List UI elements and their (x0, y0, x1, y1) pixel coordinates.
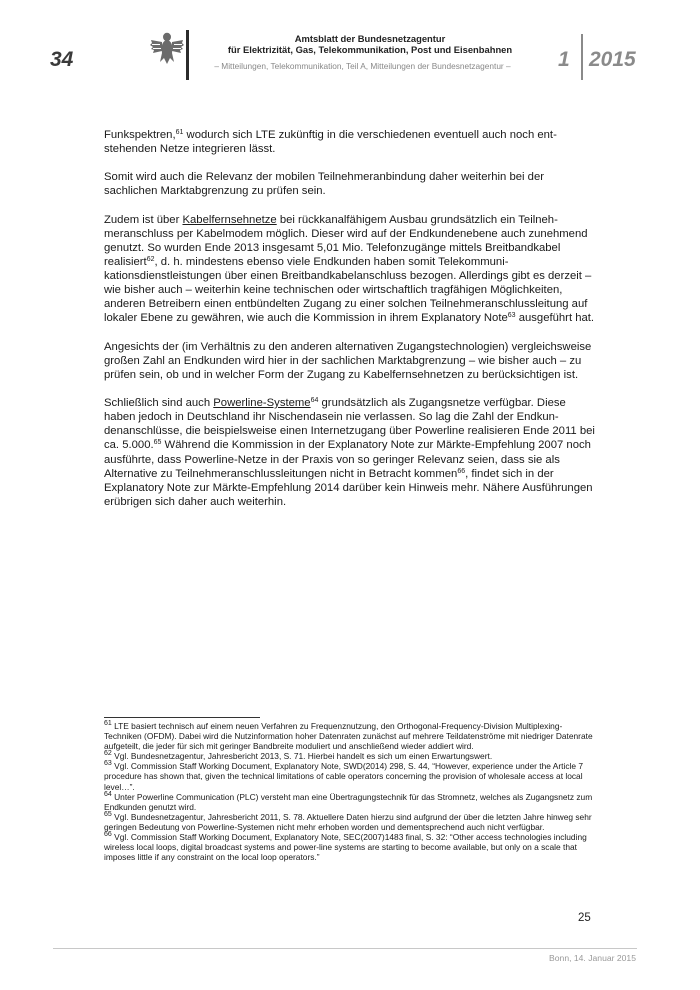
footer-divider (53, 948, 637, 949)
publication-date: Bonn, 14. Januar 2015 (549, 953, 636, 963)
paragraph-4: Angesichts der (im Verhältnis zu den anderen alternativen Zugangstechnologien) vergleichsweise großen Zahl an Endkunden wird hier in der sachlichen Marktabgrenzung – wie bisher auch – zu prüfen sein, ob und in welcher Form der Zugang zu Kabelfernsehnetzen zu berücksichtigen ist. (104, 340, 592, 381)
inner-page-number: 25 (578, 912, 591, 924)
footnote-62: $^{62}$ Vgl. Bundesnetzagentur, Jahresbericht 2013, S. 71. Hierbei handelt es sich um einen Erwartungswert. (104, 750, 493, 762)
issue-year: 2015 (589, 48, 636, 71)
footnote-61: $^{61}$ LTE basiert technisch auf einem neuen Verfahren zu Frequenznutzung, den Orthogonal-Frequency-Division Multiplexing-Techniken (OFDM). Dabei wird die Nutzinformation hoher Datenraten zunächst auf mehrere Teildatenströme mit niedriger Datenrate aufgeteilt, die jeder für sich mit geringer Bandbreite moduliert und anschließend wieder addiert wird. (104, 720, 593, 752)
footnote-ref-66[interactable]: 66 (457, 467, 466, 475)
term-kabelfernsehnetze: Kabelfernsehnetze (182, 213, 277, 226)
paragraph-1: Funkspektren,$^{61}$ wodurch sich LTE zukünftig in die verschiedenen eventuell auch noch entstehenden Netze integrieren lässt. (104, 129, 557, 156)
journal-title-line2: für Elektrizität, Gas, Telekommunikation, Post und Eisenbahnen (227, 44, 513, 55)
journal-title (220, 33, 520, 55)
journal-subtitle: – Mitteilungen, Telekommunikation, Teil A, Mitteilungen der Bundesnetzagentur – (214, 61, 511, 71)
footnote-65: $^{65}$ Vgl. Bundesnetzagentur, Jahresbericht 2011, S. 78. Aktuellere Daten hierzu sind aufgrund der über die letzten Jahre hinweg sehr geringen Bedeutung von Powerline-Systemen nicht mehr erhoben worden und dementsprechend auch nicht verfügbar. (104, 810, 592, 832)
federal-eagle-icon (150, 30, 184, 66)
footnotes (104, 721, 597, 862)
issue-divider (581, 34, 583, 80)
paragraph-5: Schließlich sind auch Powerline-Systeme$^{64}$ grundsätzlich als Zugangsnetze verfügbar. Diese haben jedoch in Deutschland ihr Nischendasein nie verlassen. So lag die Zahl der Endkundenanschlüsse, die beispielsweise einen Internetzugang über Powerline realisieren Ende 2011 bei ca. 5.000.65 Während die Kommission in der Explanatory Note zur Märkte-Empfehlung 2007 noch ausführte, dass Powerline-Netze in der Praxis von so geringer Relevanz seien, dass sie als Alternative zu Teilnehmeranschlussleitungen nicht in Betracht kommen$^{66}$, findet sich in der Explanatory Note zur Märkte-Empfehlung 2014 darüber kein Hinweis mehr. Nähere Ausführungen erübrigen sich daher auch weiterhin. (104, 397, 595, 508)
footnote-66: $^{66}$ Vgl. Commission Staff Working Document, Explanatory Note, SEC(2007)1483 final, S. 32: “Other access technologies including wireless local loops, digital broadcast systems and power-line systems are starting to become available, but only on a scale that imposes little if any constraint on the local loop operators.” (104, 831, 587, 863)
footnote-ref-64[interactable]: 64 (310, 397, 319, 405)
paragraph-2: Somit wird auch die Relevanz der mobilen Teilnehmeranbindung daher weiterhin bei der sachlichen Marktabgrenzung zu prüfen sein. (104, 171, 544, 198)
footnote-ref-61[interactable]: 61 (175, 129, 184, 136)
footnote-ref-63[interactable]: 63 (507, 312, 516, 320)
footnote-63: $^{63}$ Vgl. Commission Staff Working Document, Explanatory Note, SWD(2014) 298, S. 44, “However, experience under the Article 7 procedure has shown that, given the technical limitations of cable operators concerning the provision of wholesale access at local level…”. (104, 760, 584, 792)
footnote-64: $^{64}$ Unter Powerline Communication (PLC) versteht man eine Übertragungstechnik für das Stromnetz, welches als Zugangsnetz zum Endkunden genutzt wird. (104, 790, 593, 812)
footnote-separator (104, 717, 260, 718)
footnote-ref-62[interactable]: 62 (146, 256, 155, 264)
journal-title-line1: Amtsblatt der Bundesnetzagentur (294, 33, 446, 44)
page-number: 34 (50, 48, 74, 71)
paragraph-3: Zudem ist über Kabelfernsehnetze bei rückkanalfähigem Ausbau grundsätzlich ein Teilnehmeranschluss per Kabelmodem möglich. Dieser wird auf der Endkundenebene auch zunehmend genutzt. So wurden Ende 2013 insgesamt 5,01 Mio. Telefonzugänge mittels Breitbandkabel realisiert$^{62}$, d. h. mindestens ebenso viele Endkunden haben somit Telekommunikationsdienstleistungen über einen Breitbandkabelanschluss bezogen. Allerdings gibt es derzeit – wie bisher auch – weiterhin keine technischen oder wirtschaftlich tragfähigen Möglichkeiten, anderen Betreibern einen entbündelten Zugang zu einer solchen Teilnehmeranschlussleitung auf lokaler Ebene zu gewähren, wie auch die Kommission in ihrem Explanatory Note$^{63}$ ausgeführt hat. (104, 213, 595, 325)
term-powerline-systeme: Powerline-Systeme (213, 397, 311, 410)
issue-number: 1 (558, 48, 570, 71)
header-divider (186, 30, 189, 80)
footnote-ref-65[interactable]: 65 (153, 439, 162, 447)
body-text (104, 128, 597, 523)
